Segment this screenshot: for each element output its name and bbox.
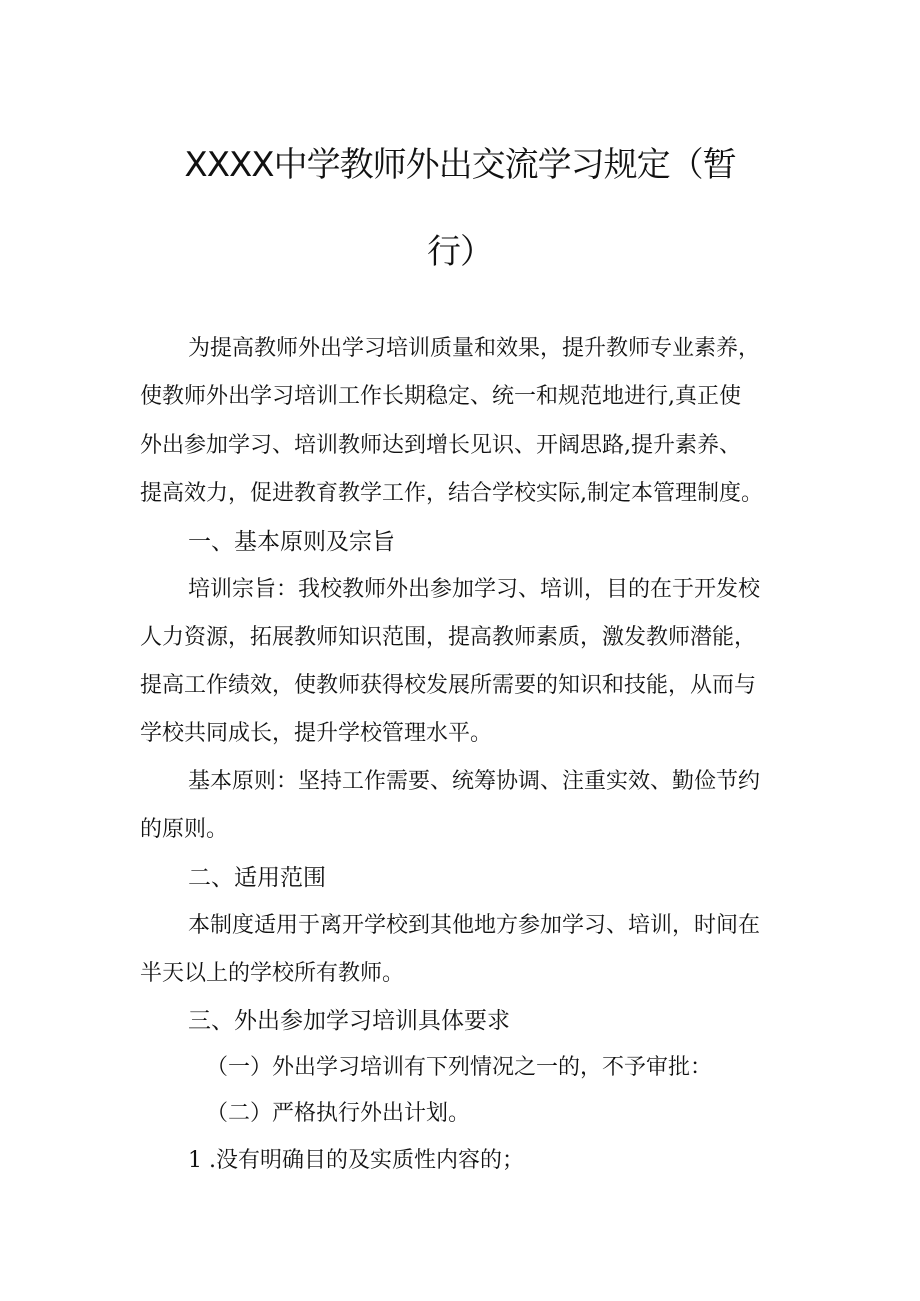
scope-line-2: 半天以上的学校所有教师。 (140, 961, 405, 986)
principle-line-1: 基本原则：坚持工作需要、统筹协调、注重实效、勤俭节约 (188, 769, 761, 794)
section-2-heading: 二、适用范围 (188, 865, 326, 891)
section-3-heading: 三、外出参加学习培训具体要求 (188, 1008, 510, 1034)
intro-line-3: 外出参加学习、培训教师达到增长见识、开阔思路,提升素养、 (140, 433, 741, 458)
purpose-line-2: 人力资源，拓展教师知识范围，提高教师素质，激发教师潜能， (140, 625, 757, 650)
purpose-line-3: 提高工作绩效，使教师获得校发展所需要的知识和技能，从而与 (140, 673, 757, 698)
section-1-heading: 一、基本原则及宗旨 (188, 529, 395, 555)
principle-line-2: 的原则。 (140, 817, 229, 842)
document-title-line-2: 行） (427, 232, 493, 272)
requirement-item-3: 1 .没有明确目的及实质性内容的； (188, 1148, 524, 1173)
requirement-item-1: （一）外出学习培训有下列情况之一的，不予审批： (206, 1055, 713, 1080)
intro-line-1: 为提高教师外出学习培训质量和效果，提升教师专业素养， (188, 336, 761, 361)
document-title-line-1: XXXX中学教师外出交流学习规定（暂 (184, 145, 736, 185)
intro-line-2: 使教师外出学习培训工作长期稳定、统一和规范地进行,真正使 (140, 384, 741, 409)
purpose-line-4: 学校共同成长，提升学校管理水平。 (140, 721, 493, 746)
scope-line-1: 本制度适用于离开学校到其他地方参加学习、培训，时间在 (188, 913, 761, 938)
requirement-item-2: （二）严格执行外出计划。 (206, 1101, 471, 1126)
purpose-line-1: 培训宗旨：我校教师外出参加学习、培训，目的在于开发校 (188, 577, 761, 602)
intro-line-4: 提高效力，促进教育教学工作，结合学校实际,制定本管理制度。 (140, 481, 763, 506)
